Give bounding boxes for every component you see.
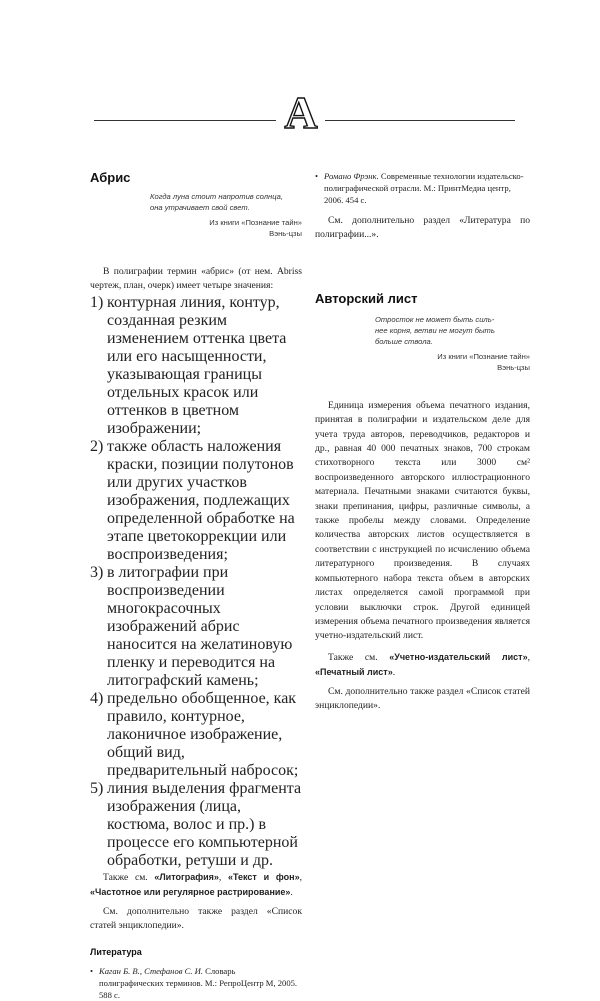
list-item xyxy=(90,438,302,564)
literature-authors: Каган Б. В., Стефанов С. И. xyxy=(99,966,204,977)
list-item xyxy=(90,780,302,870)
bullet: • xyxy=(90,966,94,977)
separator: . xyxy=(392,667,396,679)
epigraph-line: она утрачивает свой свет. xyxy=(150,203,250,212)
meanings-list xyxy=(90,294,302,870)
see-also xyxy=(90,870,302,901)
entry-title-abris: Абрис xyxy=(90,170,131,185)
list-text: в литографии при воспроизведении многокрасочных изображений абрис наносится на желатиновую пленку и переводится на литографский камень; xyxy=(107,563,293,689)
list-number: 5) xyxy=(90,779,104,797)
literature-item xyxy=(315,170,530,206)
literature-text: Современные технологии издательско-полиграфической отрасли. М.: ПринтМедиа центр, 2006. 454 с. xyxy=(324,171,524,205)
epigraph-source: Из книги «Познание тайн» xyxy=(209,218,302,227)
list-text: также область наложения краски, позиции полутонов или других участков изображения, подлежащих определенной обработке на этапе цветокоррекции или воспроизведения; xyxy=(107,437,295,563)
bullet: • xyxy=(315,171,319,181)
literature-item xyxy=(90,965,302,1001)
epigraph-source: Из книги «Познание тайн» xyxy=(437,351,530,361)
separator: , xyxy=(299,871,303,883)
right-column xyxy=(315,170,530,713)
epigraph-line: больше ствола. xyxy=(375,336,433,346)
epigraph-line: Отросток не может быть силь- xyxy=(375,314,495,324)
separator: , xyxy=(218,871,228,883)
literature-authors: Романо Фрэнк. xyxy=(324,171,379,181)
separator: . xyxy=(290,887,293,899)
epigraph-abris xyxy=(90,191,302,239)
header-rule-left xyxy=(94,120,276,121)
list-number: 3) xyxy=(90,563,104,581)
literature-text: Словарь полиграфических терминов. М.: РепроЦентр М, 2005. 588 с. xyxy=(99,966,298,1001)
cross-ref-link[interactable]: «Текст и фон» xyxy=(227,871,300,882)
separator: , xyxy=(527,651,531,663)
see-also xyxy=(315,650,530,681)
cross-ref-link[interactable]: «Частотное или регулярное растрирование» xyxy=(90,887,291,898)
header-rule-right xyxy=(325,120,515,121)
left-column xyxy=(90,170,302,1001)
epigraph-avtorsky-list xyxy=(315,314,530,373)
cross-ref-link[interactable]: «Учетно-издательский лист» xyxy=(389,651,528,662)
list-item xyxy=(90,690,302,780)
see-literature: См. дополнительно раздел «Литература по полиграфии...». xyxy=(315,215,530,241)
see-also-prefix: Также см. xyxy=(328,651,390,663)
list-number: 4) xyxy=(90,689,104,707)
see-also-extra: См. дополнительно также раздел «Список статей энциклопедии». xyxy=(90,905,302,932)
epigraph-source: Вэнь-цзы xyxy=(497,362,530,372)
list-number: 1) xyxy=(90,293,104,311)
entry-body: Единица измерения объема печатного издания, принятая в полиграфии и издательском деле для учета труда авторов, переводчиков, редакторов и др., равная 40 000 печатных знаков, 700 строкам стихотворного текста или 3000 см² воспроизведенного авторского иллюстрационного материала. Печатными знаками считаются буквы, знаки препинания, цифры, различные символы, а также пробелы между словами. Определение количества авторских листов осуществляется в соответствии с инструкцией по исчислению объема литературного произведения. В случаях компьютерного набора текста объем в авторских листах определяется самой программой при условии выключки строк. Другой единицей измерения объема печатного произведения является учетно-издательский лист. xyxy=(315,399,530,642)
list-text: контурная линия, контур, созданная резким изменением оттенка цвета или его насыщенности, указывающая границы отдельных красок или оттенков в цветном изображении; xyxy=(107,293,287,437)
see-also-extra: См. дополнительно также раздел «Список статей энциклопедии». xyxy=(315,685,530,711)
entry-intro: В полиграфии термин «абрис» (от нем. Abriss чертеж, план, очерк) имеет четыре значения: xyxy=(90,266,302,292)
entry-title-avtorsky-list: Авторский лист xyxy=(315,290,418,306)
cross-ref-link[interactable]: «Печатный лист» xyxy=(315,667,393,678)
see-also-prefix: Также см. xyxy=(103,871,155,883)
cross-ref-link[interactable]: «Литография» xyxy=(154,871,219,882)
list-item xyxy=(90,294,302,438)
epigraph-line: нее корня, ветви не могут быть xyxy=(375,325,495,335)
list-number: 2) xyxy=(90,437,104,455)
section-letter: А xyxy=(284,87,318,138)
list-text: предельно обобщенное, как правило, контурное, лаконичное изображение, общий вид, предварительный набросок; xyxy=(107,689,299,779)
literature-heading: Литература xyxy=(90,947,142,958)
epigraph-line: Когда луна стоит напротив солнца, xyxy=(150,192,283,201)
list-text: линия выделения фрагмента изображения (лица, костюма, волос и пр.) в процессе его компьютерной обработки, ретуши и др. xyxy=(107,779,302,869)
list-item xyxy=(90,564,302,690)
epigraph-source: Вэнь-цзы xyxy=(269,229,302,238)
